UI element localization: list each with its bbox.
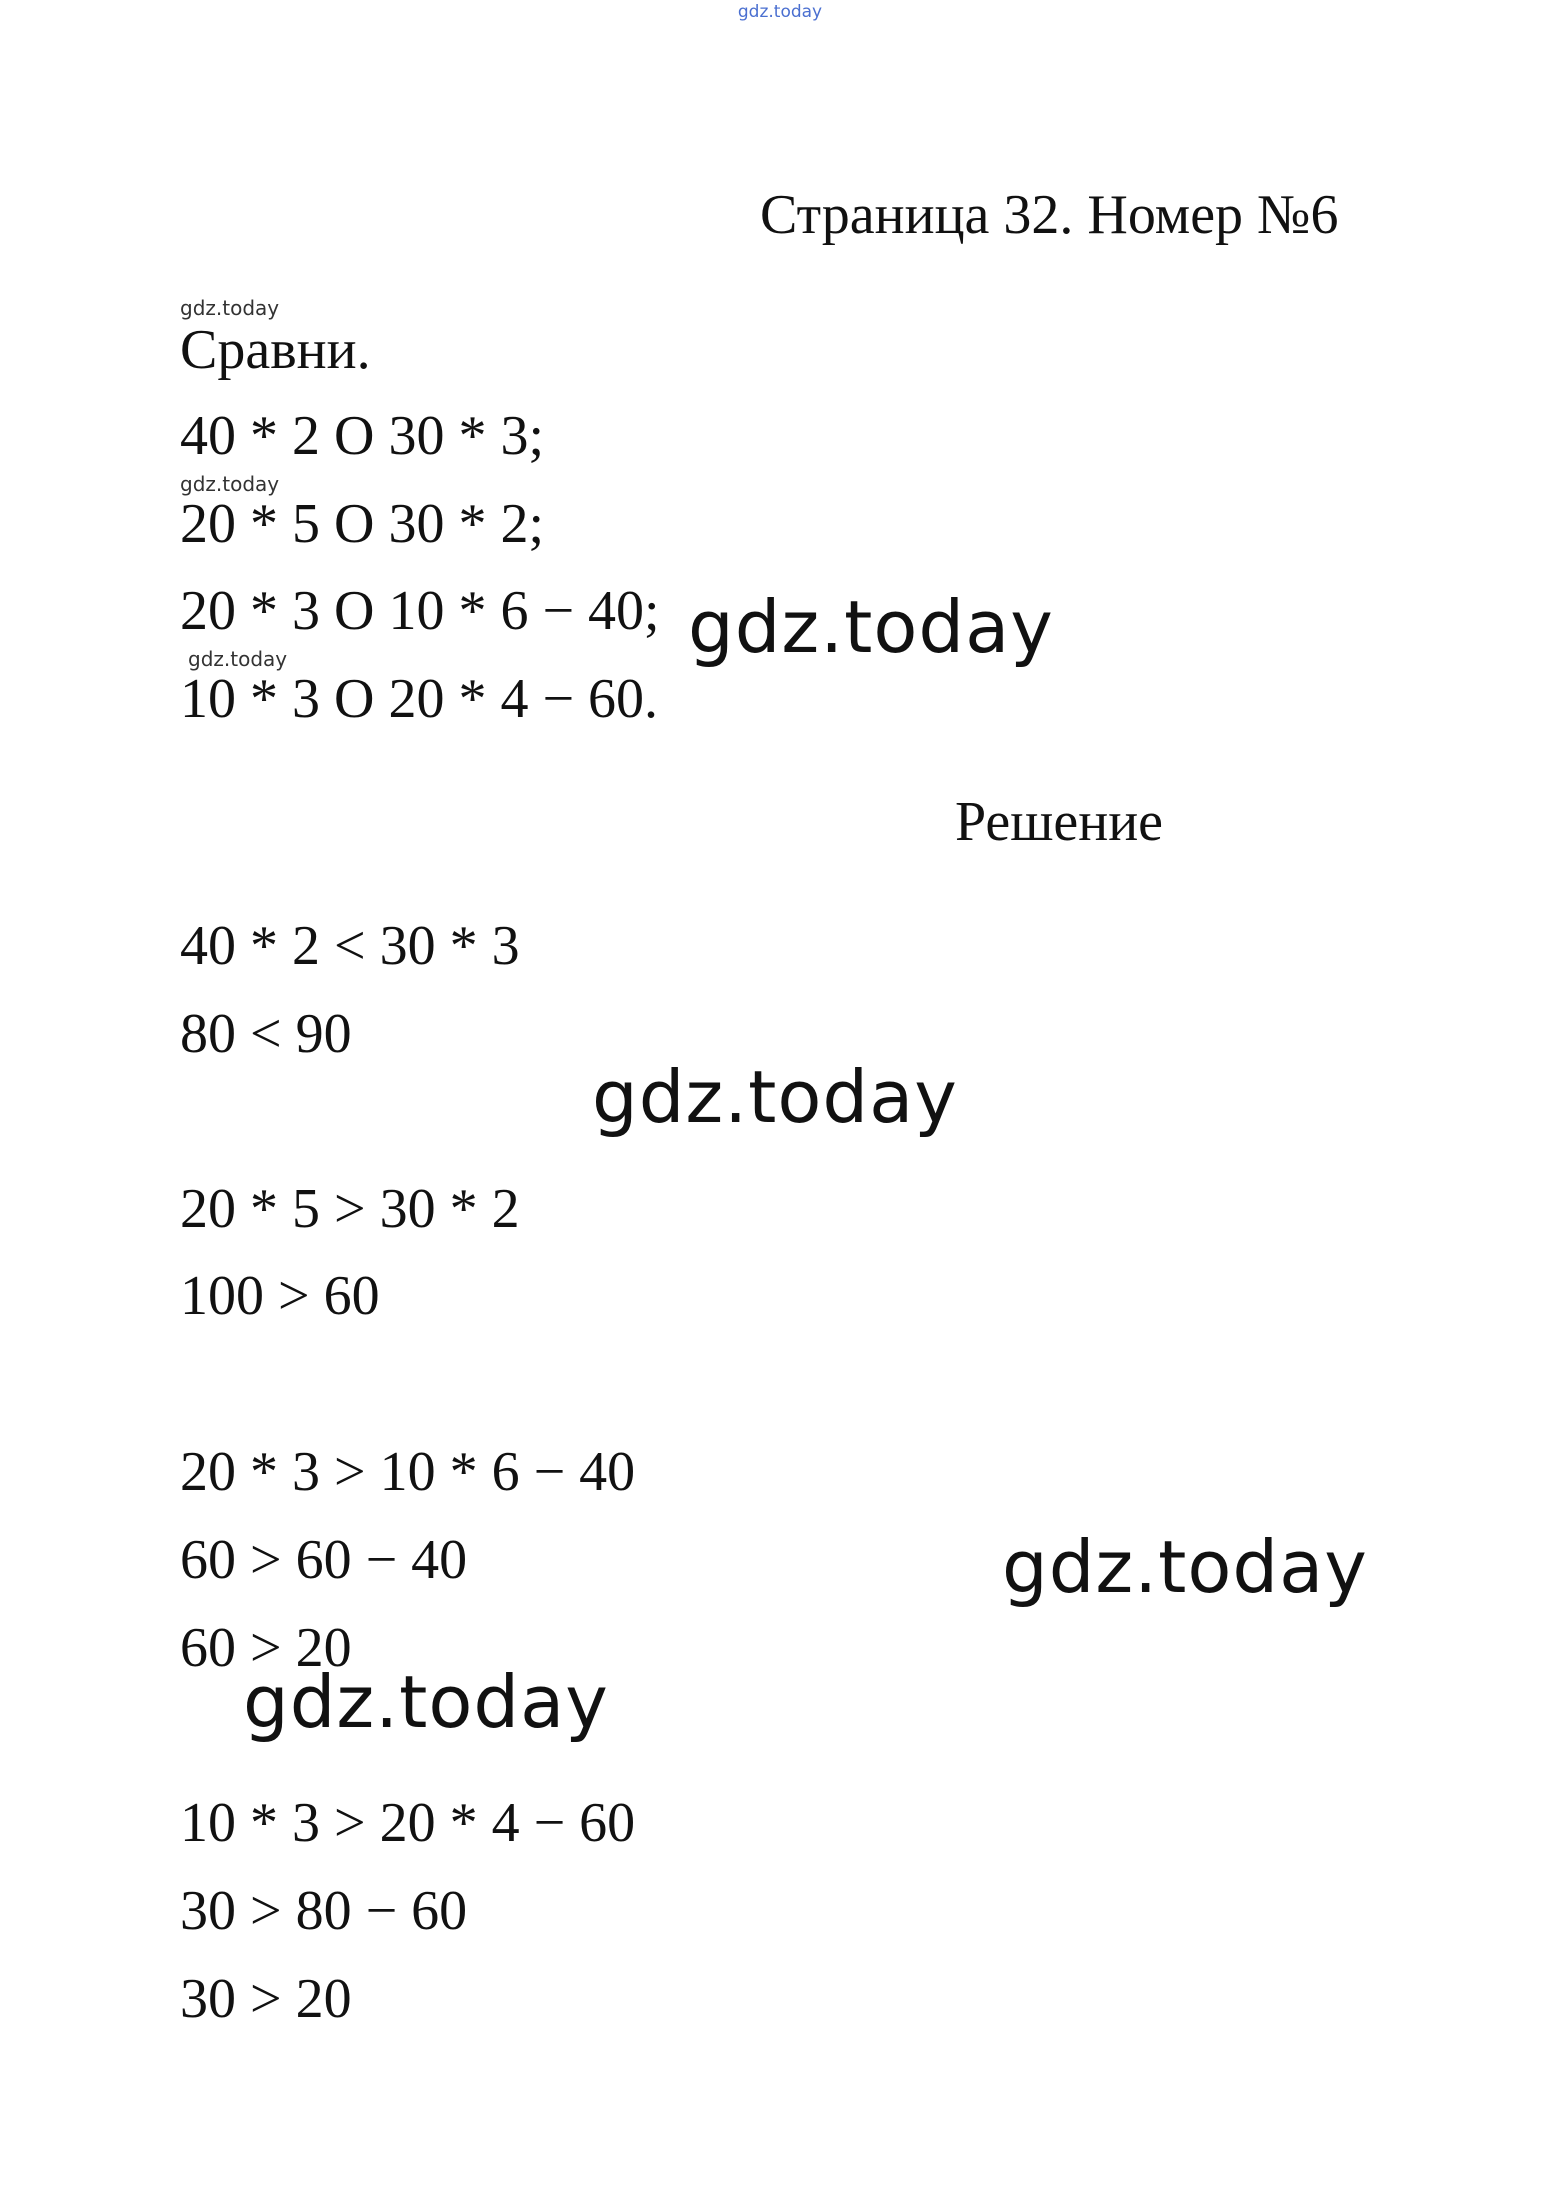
solution-line: 100 > 60 [180,1265,380,1327]
watermark-large: gdz.today [243,1660,609,1744]
solution-line: 30 > 80 − 60 [180,1880,468,1942]
task-instruction: Сравни. [180,319,371,381]
watermark-large: gdz.today [688,585,1054,669]
page-title: Страница 32. Номер №6 [760,184,1339,246]
watermark-large: gdz.today [1002,1525,1368,1609]
task-item: 20 * 5 O 30 * 2; [180,493,544,555]
solution-line: 80 < 90 [180,1003,352,1065]
watermark-large: gdz.today [592,1055,958,1139]
task-item: 10 * 3 O 20 * 4 − 60. [180,668,659,730]
solution-line: 10 * 3 > 20 * 4 − 60 [180,1792,636,1854]
site-link[interactable]: gdz.today [737,2,823,22]
solution-line: 40 * 2 < 30 * 3 [180,915,520,977]
solution-line: 60 > 60 − 40 [180,1529,468,1591]
solution-line: 30 > 20 [180,1968,352,2030]
watermark-small: gdz.today [188,647,288,671]
task-item: 20 * 3 O 10 * 6 − 40; [180,580,660,642]
task-item: 40 * 2 O 30 * 3; [180,405,544,467]
watermark-small: gdz.today [180,296,280,320]
solution-line: 60 > 20 [180,1617,352,1679]
solution-line: 20 * 3 > 10 * 6 − 40 [180,1441,636,1503]
solution-title: Решение [955,791,1164,853]
watermark-small: gdz.today [180,472,280,496]
solution-line: 20 * 5 > 30 * 2 [180,1178,520,1240]
